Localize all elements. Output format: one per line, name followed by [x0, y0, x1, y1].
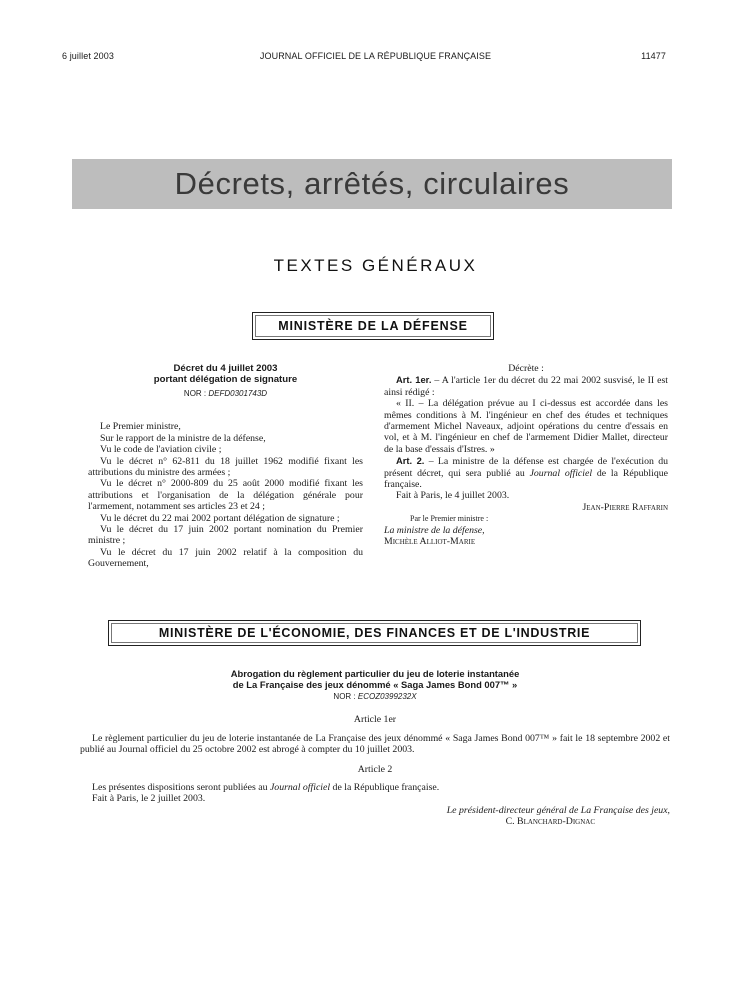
section-title: TEXTES GÉNÉRAUX [273, 256, 478, 275]
decree-visas-column [88, 363, 363, 570]
banner-title: Décrets, arrêtés, circulaires [174, 166, 570, 201]
article-2-heading: Article 2 [357, 763, 393, 775]
ministre-title: La ministre de la défense, [384, 524, 485, 536]
ministre-name: Michèle Alliot-Marie [384, 536, 476, 548]
decree-title-line2: portant délégation de signature [153, 374, 298, 385]
visa-line: Vu le décret n° 2000-809 du 25 août 2000 modifié fixant les attributions et l'organisation de la délégation générale pour l'armement, notamment ses articles 23 et 24 ; [88, 478, 363, 513]
article-2: Art. 2. – La ministre de la défense est chargée de l'exécution du présent décret, qui sera publié au Journal officiel de la République française. [384, 455, 668, 491]
article-1-quote: « II. – La délégation prévue au I ci-dessus est accordée dans les mêmes conditions à M. l'ingénieur en chef des études et techniques d'armement Michel Naveaux, adjoint opérations du centre d'essais en vol, et à M. l'ingénieur en chef de l'armement Didier Mallet, directeur de la base d'essais d'Istres. » [384, 398, 668, 455]
ministry-box-defense [252, 312, 494, 340]
decree2-title-line1: Abrogation du règlement particulier du jeu de loterie instantanée [230, 668, 520, 679]
decrete-heading: Décrète : [508, 363, 544, 374]
visa-line: Vu le décret du 22 mai 2002 portant délégation de signature ; [100, 512, 340, 524]
article-2-label: Art. 2. [396, 455, 425, 467]
signer-title: Le président-directeur général de La Française des jeux, [446, 804, 670, 816]
ministry-label: MINISTÈRE DE LA DÉFENSE [278, 319, 468, 333]
visa-line: Vu le décret n° 62-811 du 18 juillet 1962 modifié fixant les attributions du ministre des armées ; [88, 455, 363, 479]
header-page-number: 11477 [641, 51, 666, 61]
decree-articles-column [384, 363, 668, 548]
signatory-name: Jean-Pierre Raffarin [582, 501, 668, 513]
visa-line: Vu le décret du 17 juin 2002 relatif à la composition du Gouvernement, [88, 546, 363, 570]
fait-a-paris: Fait à Paris, le 4 juillet 2003. [396, 490, 510, 502]
decree2-title-line2: de La Française des jeux dénommé « Saga James Bond 007™ » [232, 679, 518, 690]
article-2-text: Les présentes dispositions seront publiées au Journal officiel de la République française. [92, 782, 440, 794]
article-1: Art. 1er. – A l'article 1er du décret du 22 mai 2002 susvisé, le II est ainsi rédigé : [384, 374, 668, 398]
article-1-heading: Article 1er [353, 714, 397, 726]
section-banner [72, 159, 672, 209]
ministry-label: MINISTÈRE DE L'ÉCONOMIE, DES FINANCES ET DE L'INDUSTRIE [158, 626, 591, 640]
article-1-text: Le règlement particulier du jeu de loterie instantanée de La Française des jeux dénommé « Saga James Bond 007™ » fait le 18 septembre 2002 et publié au Journal officiel du 25 octobre 2002 est abrogé à compter du 10 juillet 2003. [80, 732, 670, 756]
nor-code: ECOZ0399232X [357, 692, 417, 701]
header-journal-title: JOURNAL OFFICIEL DE LA RÉPUBLIQUE FRANÇAISE [259, 51, 492, 61]
fait-a-paris-2: Fait à Paris, le 2 juillet 2003. [92, 793, 206, 805]
visa-line: Vu le code de l'aviation civile ; [100, 444, 222, 456]
decree-nor: NOR : DEFD0301743D [183, 389, 268, 398]
visa-line: Vu le décret du 17 juin 2002 portant nomination du Premier ministre ; [88, 524, 363, 547]
decree2-nor: NOR : ECOZ0399232X [333, 692, 417, 701]
visa-line: Le Premier ministre, [100, 421, 181, 433]
ministry-box-economie [108, 620, 641, 646]
decree-loterie [80, 668, 670, 828]
decree-title-line1: Décret du 4 juillet 2003 [173, 363, 278, 374]
nor-code: DEFD0301743D [208, 389, 268, 398]
visa-line: Sur le rapport de la ministre de la défense, [100, 432, 266, 444]
signer-name: C. Blanchard-Dignac [505, 816, 595, 828]
header-date: 6 juillet 2003 [62, 51, 114, 61]
article-1-label: Art. 1er. [396, 374, 432, 386]
par-le-premier-ministre: Par le Premier ministre : [410, 514, 489, 524]
